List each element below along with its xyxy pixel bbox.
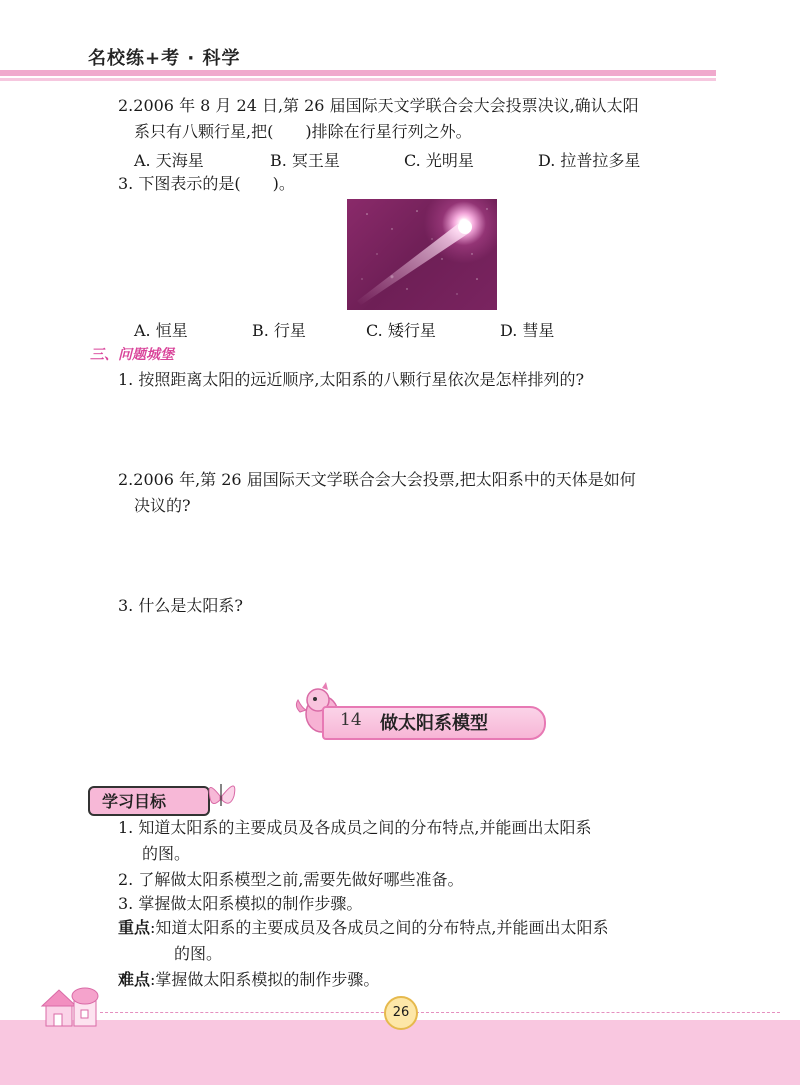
- page-number: 26: [384, 996, 418, 1030]
- question-3-option-a: A. 恒星: [134, 321, 188, 340]
- question-3-option-b: B. 行星: [252, 321, 306, 340]
- part3-question-1: 1. 按照距离太阳的远近顺序,太阳系的八颗行星依次是怎样排列的?: [118, 370, 585, 389]
- part3-question-2-line-1: 2.2006 年,第 26 届国际天文学联合会大会投票,把太阳系中的天体是如何: [118, 470, 636, 489]
- lesson-title: 做太阳系模型: [380, 713, 488, 734]
- learning-goals-label: 学习目标: [102, 792, 167, 811]
- question-3-option-c: C. 矮行星: [366, 321, 436, 340]
- key-point-text: :知道太阳系的主要成员及各成员之间的分布特点,并能画出太阳系: [150, 918, 609, 937]
- question-2-option-c: C. 光明星: [404, 151, 474, 170]
- goal-1-line-1: 1. 知道太阳系的主要成员及各成员之间的分布特点,并能画出太阳系: [118, 818, 592, 837]
- part3-question-2-line-2: 决议的?: [134, 496, 191, 515]
- section-heading-question-castle: 三、问题城堡: [90, 347, 174, 363]
- header-divider-secondary: [0, 78, 716, 81]
- difficulty-text: :掌握做太阳系模拟的制作步骤。: [150, 970, 380, 989]
- question-2-option-b: B. 冥王星: [270, 151, 340, 170]
- header-divider: [0, 70, 716, 76]
- question-3-stem: 3. 下图表示的是( )。: [118, 174, 295, 193]
- comet-photo: [347, 199, 497, 310]
- question-2-option-a: A. 天海星: [134, 151, 204, 170]
- key-point: [118, 916, 609, 940]
- difficulty-point: [118, 968, 379, 992]
- lesson-number: 14: [340, 710, 362, 730]
- question-2-line-1: 2.2006 年 8 月 24 日,第 26 届国际天文学联合会大会投票决议,确认太阳: [118, 96, 639, 115]
- goal-3: 3. 掌握做太阳系模拟的制作步骤。: [118, 894, 363, 913]
- part3-question-3: 3. 什么是太阳系?: [118, 596, 243, 615]
- question-3-option-d: D. 彗星: [500, 321, 555, 340]
- comet-icon: [347, 199, 497, 310]
- key-point-line-2: 的图。: [174, 944, 223, 963]
- page-header-title: 名校练+考 · 科学: [88, 48, 241, 69]
- question-2-option-d: D. 拉普拉多星: [538, 151, 641, 170]
- butterfly-icon: [200, 774, 242, 814]
- goal-1-line-2: 的图。: [142, 844, 191, 863]
- difficulty-label: 难点: [118, 970, 151, 989]
- key-point-label: 重点: [118, 918, 151, 937]
- goal-2: 2. 了解做太阳系模型之前,需要先做好哪些准备。: [118, 870, 464, 889]
- footer-dashed-line: [100, 1012, 780, 1013]
- question-2-line-2: 系只有八颗行星,把( )排除在行星行列之外。: [134, 122, 472, 141]
- castle-house-icon: [40, 984, 106, 1030]
